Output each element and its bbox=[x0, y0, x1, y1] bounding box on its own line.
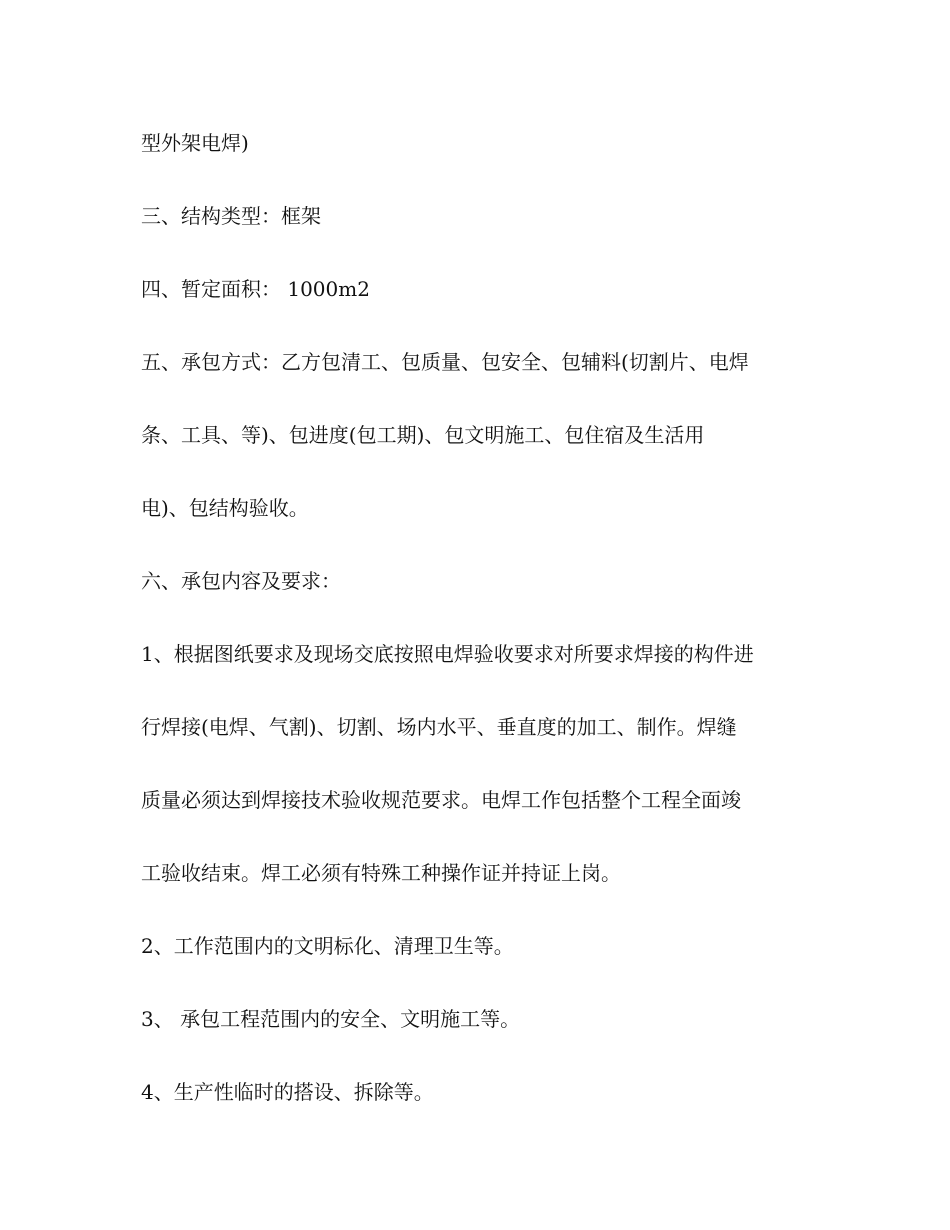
text-line-item-1: 1、根据图纸要求及现场交底按照电焊验收要求对所要求焊接的构件进 bbox=[141, 642, 754, 666]
text-line-continuation: 型外架电焊) bbox=[141, 131, 249, 155]
text-line-contract-method-cont-1: 条、工具、等)、包进度(包工期)、包文明施工、包住宿及生活用 bbox=[141, 423, 705, 447]
text-line-item-1-cont-3: 工验收结束。焊工必须有特殊工种操作证并持证上岗。 bbox=[141, 861, 621, 885]
text-line-area: 四、暂定面积： 1000m2 bbox=[141, 277, 370, 301]
text-line-contract-method-cont-2: 电)、包结构验收。 bbox=[141, 496, 309, 520]
text-line-item-1-cont-1: 行焊接(电焊、气割)、切割、场内水平、垂直度的加工、制作。焊缝 bbox=[141, 715, 737, 739]
text-line-structure-type: 三、结构类型：框架 bbox=[141, 204, 321, 228]
text-line-contract-content-heading: 六、承包内容及要求： bbox=[141, 569, 341, 593]
text-line-item-4: 4、生产性临时的搭设、拆除等。 bbox=[141, 1080, 434, 1104]
text-line-item-1-cont-2: 质量必须达到焊接技术验收规范要求。电焊工作包括整个工程全面竣 bbox=[141, 788, 741, 812]
text-line-item-3: 3、 承包工程范围内的安全、文明施工等。 bbox=[141, 1007, 521, 1031]
text-line-item-2: 2、工作范围内的文明标化、清理卫生等。 bbox=[141, 934, 514, 958]
text-line-contract-method: 五、承包方式：乙方包清工、包质量、包安全、包辅料(切割片、电焊 bbox=[141, 350, 749, 374]
